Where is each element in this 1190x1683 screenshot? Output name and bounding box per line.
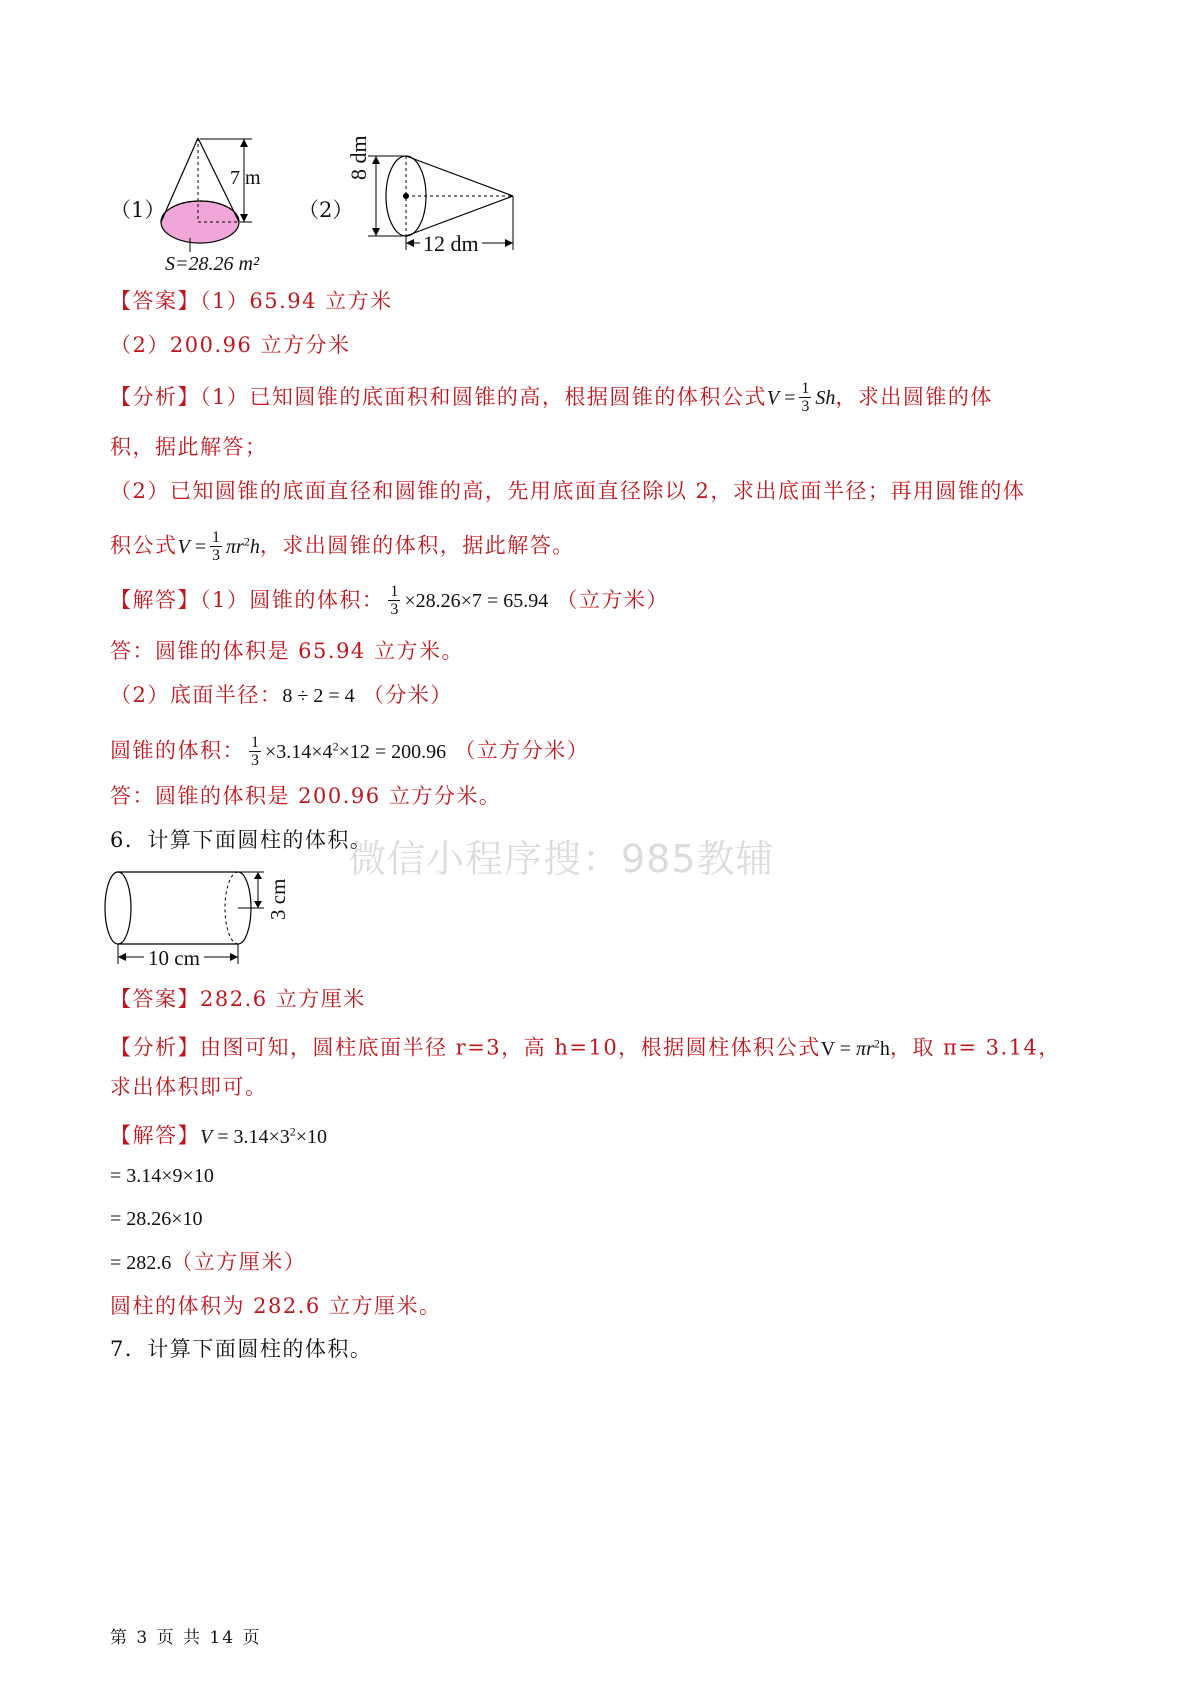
q5-solution-1: 【解答】（1）圆锥的体积： $\frac{1}{3}$ ×28.26×7 = 65.94 （立方米） [110, 583, 669, 618]
formula-cylinder: $V = \pi r^2h$ [820, 1036, 890, 1060]
analysis-tag: 【分析】 [110, 1035, 200, 1060]
q5-analysis-2: （2）已知圆锥的底面直径和圆锥的高，先用底面直径除以 2，求出底面半径；再用圆锥的体 [110, 479, 1026, 503]
q5-analysis-1-cont: 积，据此解答； [110, 435, 268, 459]
answer-tag: 【答案】 [110, 289, 200, 313]
q6-step-2: = 28.26×10 [110, 1208, 203, 1230]
q6-step-3: = 282.6（立方厘米） [110, 1250, 307, 1274]
cone2-height-label: 12 dm [420, 231, 482, 257]
cylinder-length-label: 10 cm [144, 946, 204, 971]
q6-conclusion: 圆柱的体积为 282.6 立方厘米。 [110, 1294, 442, 1318]
q6-title: 6．计算下面圆柱的体积。 [110, 828, 373, 852]
q6-solution: 【解答】$V = 3.14\times 3^2\times 10$ [110, 1123, 328, 1148]
solution-tag: 【解答】 [110, 1123, 200, 1148]
figure-label-1: （1） [110, 198, 166, 222]
q5-analysis-1: 【分析】（1）已知圆锥的底面积和圆锥的高，根据圆锥的体积公式V = $\frac{1}{3}$ Sh，求出圆锥的体 [110, 380, 993, 415]
cone2-diameter-label: 8 dm [346, 135, 371, 180]
q6-answer: 【答案】282.6 立方厘米 [110, 987, 366, 1011]
q6-analysis: 【分析】由图可知，圆柱底面半径 r=3，高 h=10，根据圆柱体积公式$V = \pi r^2h$，取 π= 3.14， [110, 1035, 1061, 1060]
q5-reply-1: 答：圆锥的体积是 65.94 立方米。 [110, 639, 464, 663]
q5-reply-2: 答：圆锥的体积是 200.96 立方分米。 [110, 784, 502, 808]
solution-tag: 【解答】 [110, 588, 200, 613]
q6-analysis-cont: 求出体积即可。 [110, 1075, 268, 1099]
q6-step-1: = 3.14×9×10 [110, 1165, 214, 1187]
q5-answer-1: 【答案】（1）65.94 立方米 [110, 289, 393, 313]
answer-tag: 【答案】 [110, 987, 200, 1011]
q7-title: 7．计算下面圆柱的体积。 [110, 1337, 373, 1361]
cone1-area-label: S=28.26 m² [165, 253, 259, 275]
q5-analysis-2-cont: 积公式V = $\frac{1}{3}$ $\pi r^2h$，求出圆锥的体积，据此解答。 [110, 528, 575, 564]
formula-cone-pir2h: V = $\frac{1}{3}$ $\pi r^2h$ [177, 528, 260, 564]
watermark: 微信小程序搜：985教辅 [348, 837, 775, 881]
cone1-height-label: 7 m [230, 167, 261, 189]
figure-label-2: （2） [298, 198, 354, 222]
page-footer: 第 3 页 共 14 页 [110, 1628, 262, 1648]
q5-solution-2: （2）底面半径：8 ÷ 2 = 4 （分米） [110, 683, 453, 707]
analysis-tag: 【分析】 [110, 385, 200, 410]
cylinder-radius-label: 3 cm [266, 878, 290, 920]
formula-cone-sh: V = $\frac{1}{3}$ Sh [766, 380, 836, 415]
q5-answer-2: （2）200.96 立方分米 [110, 333, 351, 357]
q5-solution-3: 圆锥的体积： $\frac{1}{3}$ $\times 3.14\times 4^2\times 12 = 200.96$ （立方分米） [110, 733, 590, 769]
